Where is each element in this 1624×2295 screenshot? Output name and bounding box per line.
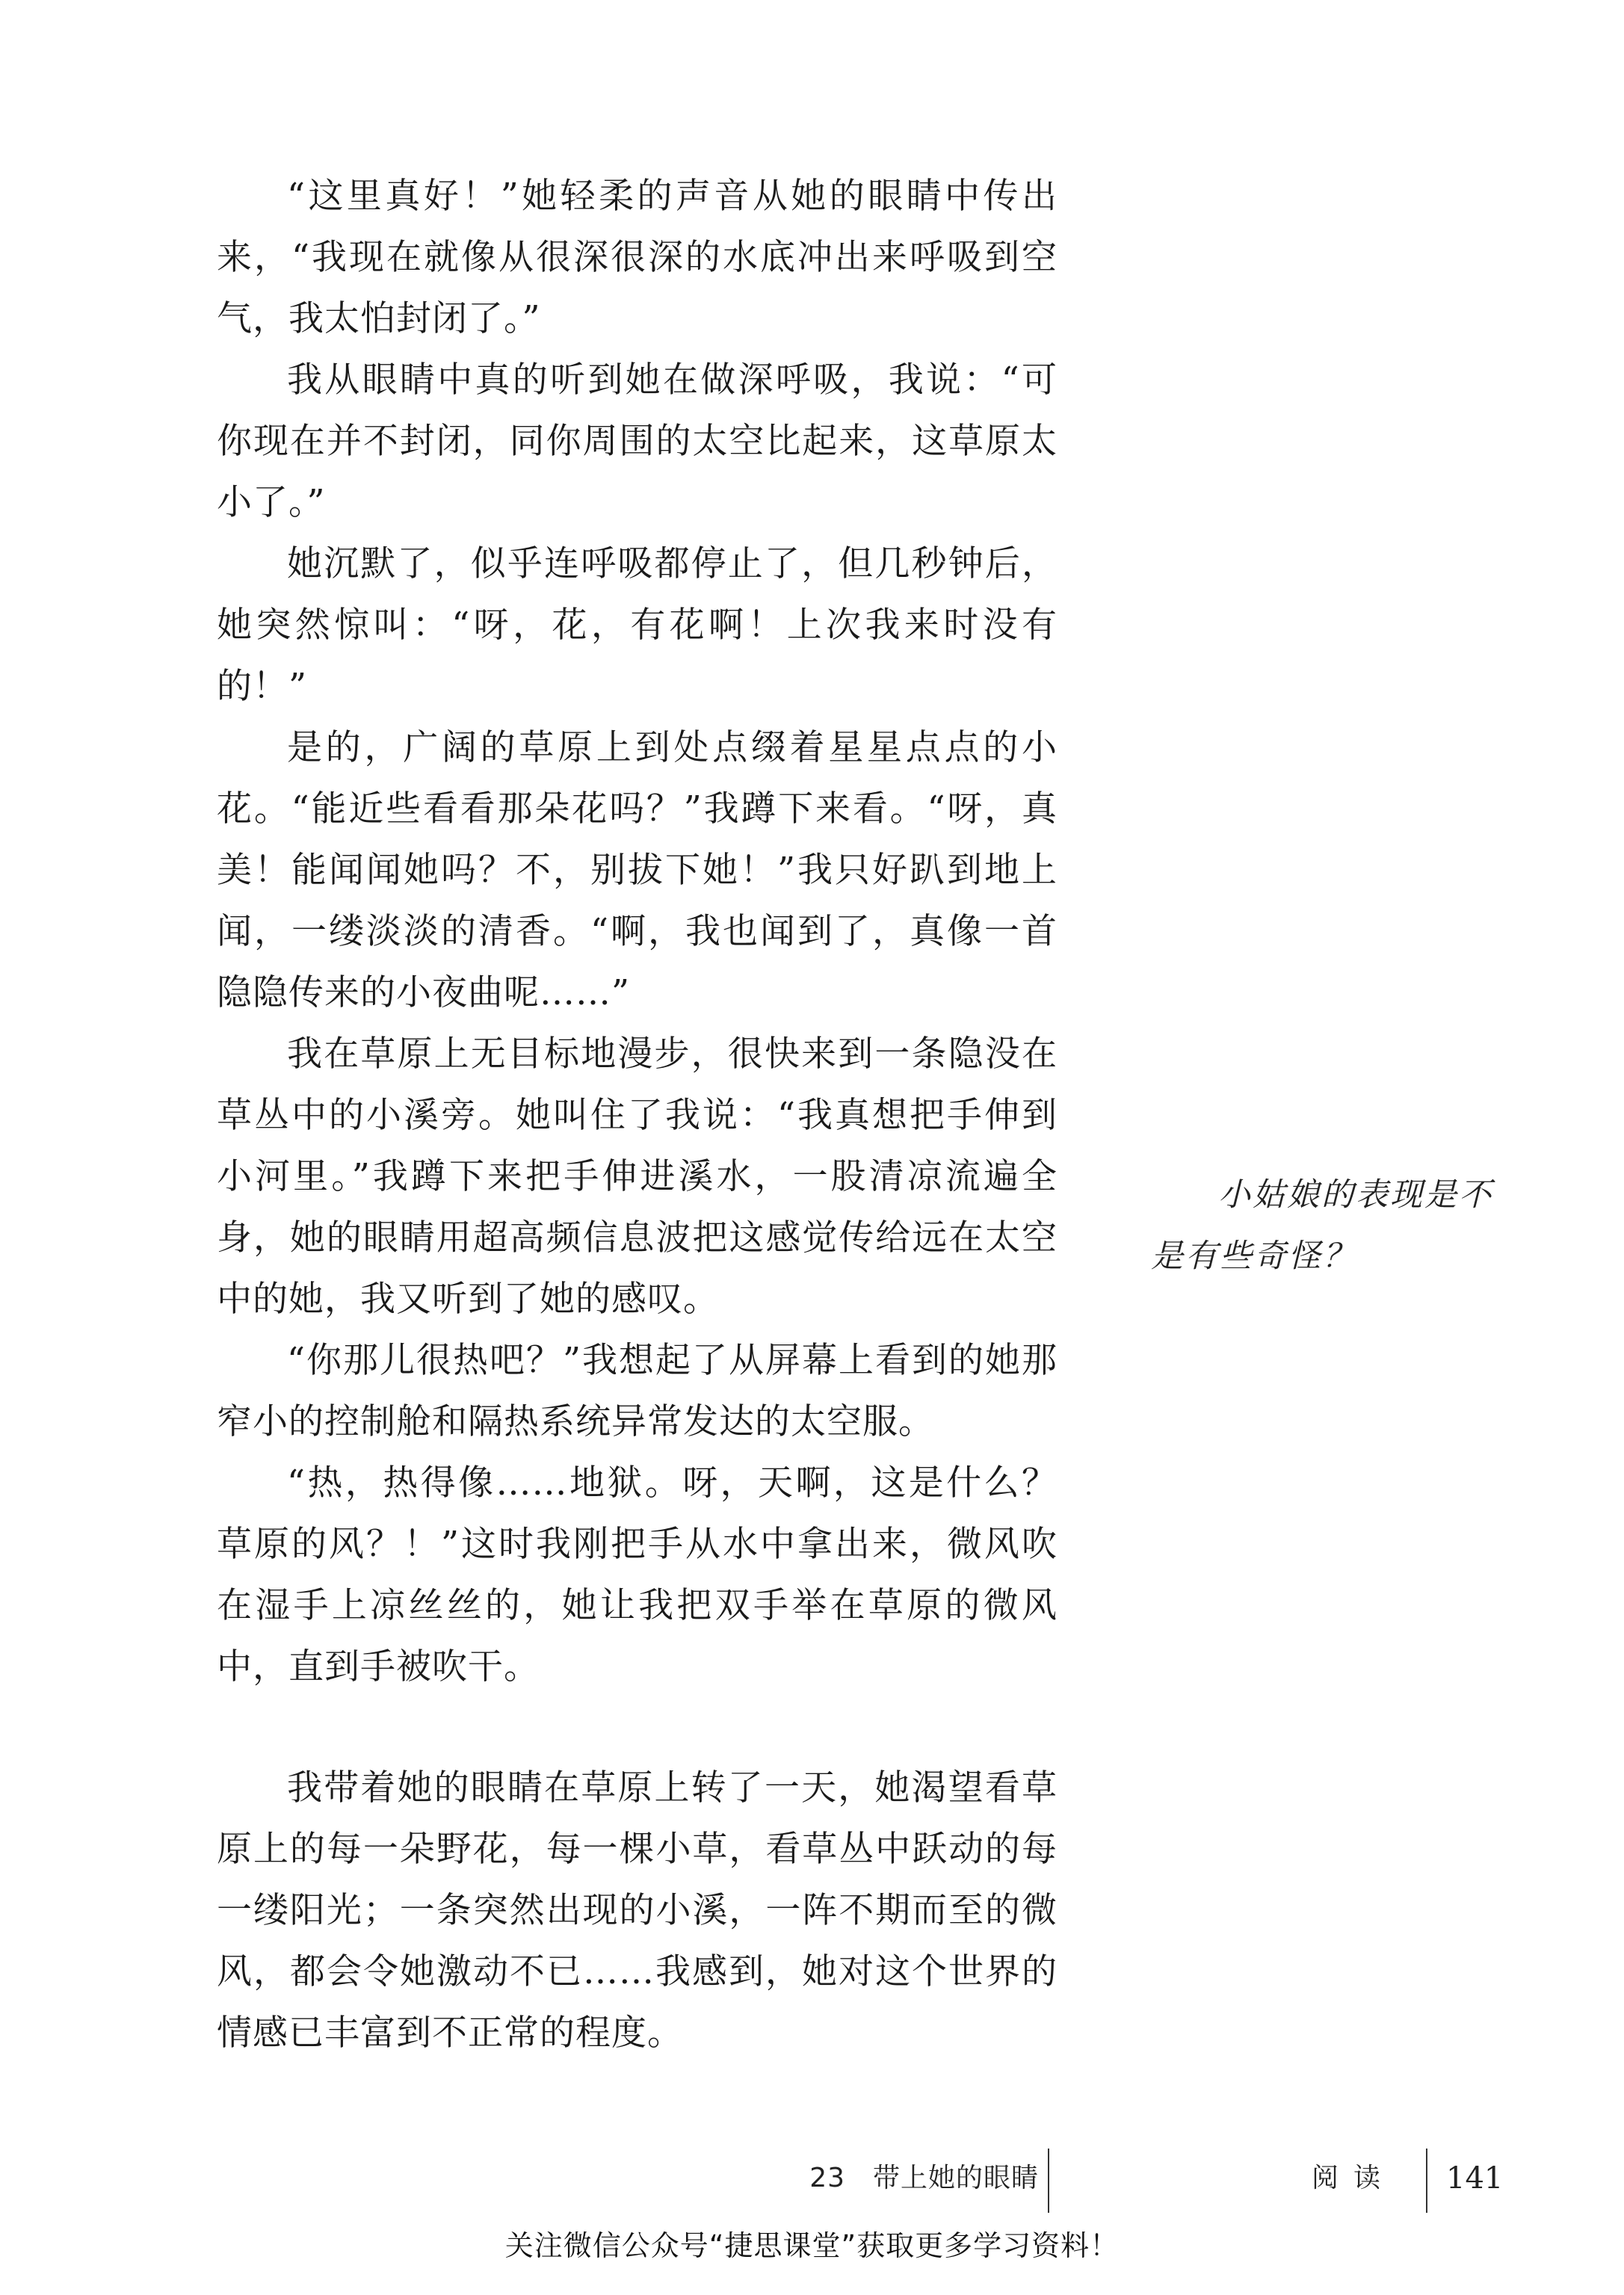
main-text-column	[217, 166, 1058, 2064]
paragraph: 我在草原上无目标地漫步，很快来到一条隐没在草丛中的小溪旁。她叫住了我说：“我真想把手伸到小河里。”我蹲下来把手伸进溪水，一股清凉流遍全身，她的眼睛用超高频信息波把这感觉传给远在太空中的她，我又听到了她的感叹。	[217, 1034, 1058, 1320]
footer-divider	[1426, 2149, 1427, 2213]
page-number: 141	[1446, 2161, 1504, 2196]
paragraph: 我带着她的眼睛在草原上转了一天，她渴望看草原上的每一朵野花，每一棵小草，看草丛中跃动的每一缕阳光；一条突然出现的小溪，一阵不期而至的微风，都会令她激动不已……我感到，她对这个世界的情感已丰富到不正常的程度。	[217, 1767, 1058, 2054]
footer-divider	[1048, 2149, 1049, 2213]
paragraph: 是的，广阔的草原上到处点缀着星星点点的小花。“能近些看看那朵花吗？”我蹲下来看。“呀，真美！能闻闻她吗？不，别拔下她！”我只好趴到地上闻，一缕淡淡的清香。“啊，我也闻到了，真像一首隐隐传来的小夜曲呢……”	[217, 727, 1058, 1013]
promo-banner: 关注微信公众号“捷思课堂”获取更多学习资料！	[504, 2229, 1120, 2262]
paragraph: “这里真好！”她轻柔的声音从她的眼睛中传出来，“我现在就像从很深很深的水底冲出来呼吸到空气，我太怕封闭了。”	[217, 176, 1058, 339]
paragraph: “你那儿很热吧？”我想起了从屏幕上看到的她那窄小的控制舱和隔热系统异常发达的太空服。	[217, 1340, 1058, 1442]
paragraph: 我从眼睛中真的听到她在做深呼吸，我说：“可你现在并不封闭，同你周围的太空比起来，这草原太小了。”	[217, 359, 1058, 523]
paragraph: “热，热得像……地狱。呀，天啊，这是什么？草原的风？！”这时我刚把手从水中拿出来，微风吹在湿手上凉丝丝的，她让我把双手举在草原的微风中，直到手被吹干。	[217, 1462, 1058, 1687]
paragraph: 她沉默了，似乎连呼吸都停止了，但几秒钟后，她突然惊叫：“呀，花，有花啊！上次我来时没有的！”	[217, 543, 1058, 707]
footer-section-label: 阅读	[1312, 2163, 1396, 2193]
footer-chapter-title: 23 带上她的眼睛	[809, 2163, 1039, 2193]
margin-annotation: 小姑娘的表现是不是有些奇怪？	[1151, 1176, 1493, 1275]
